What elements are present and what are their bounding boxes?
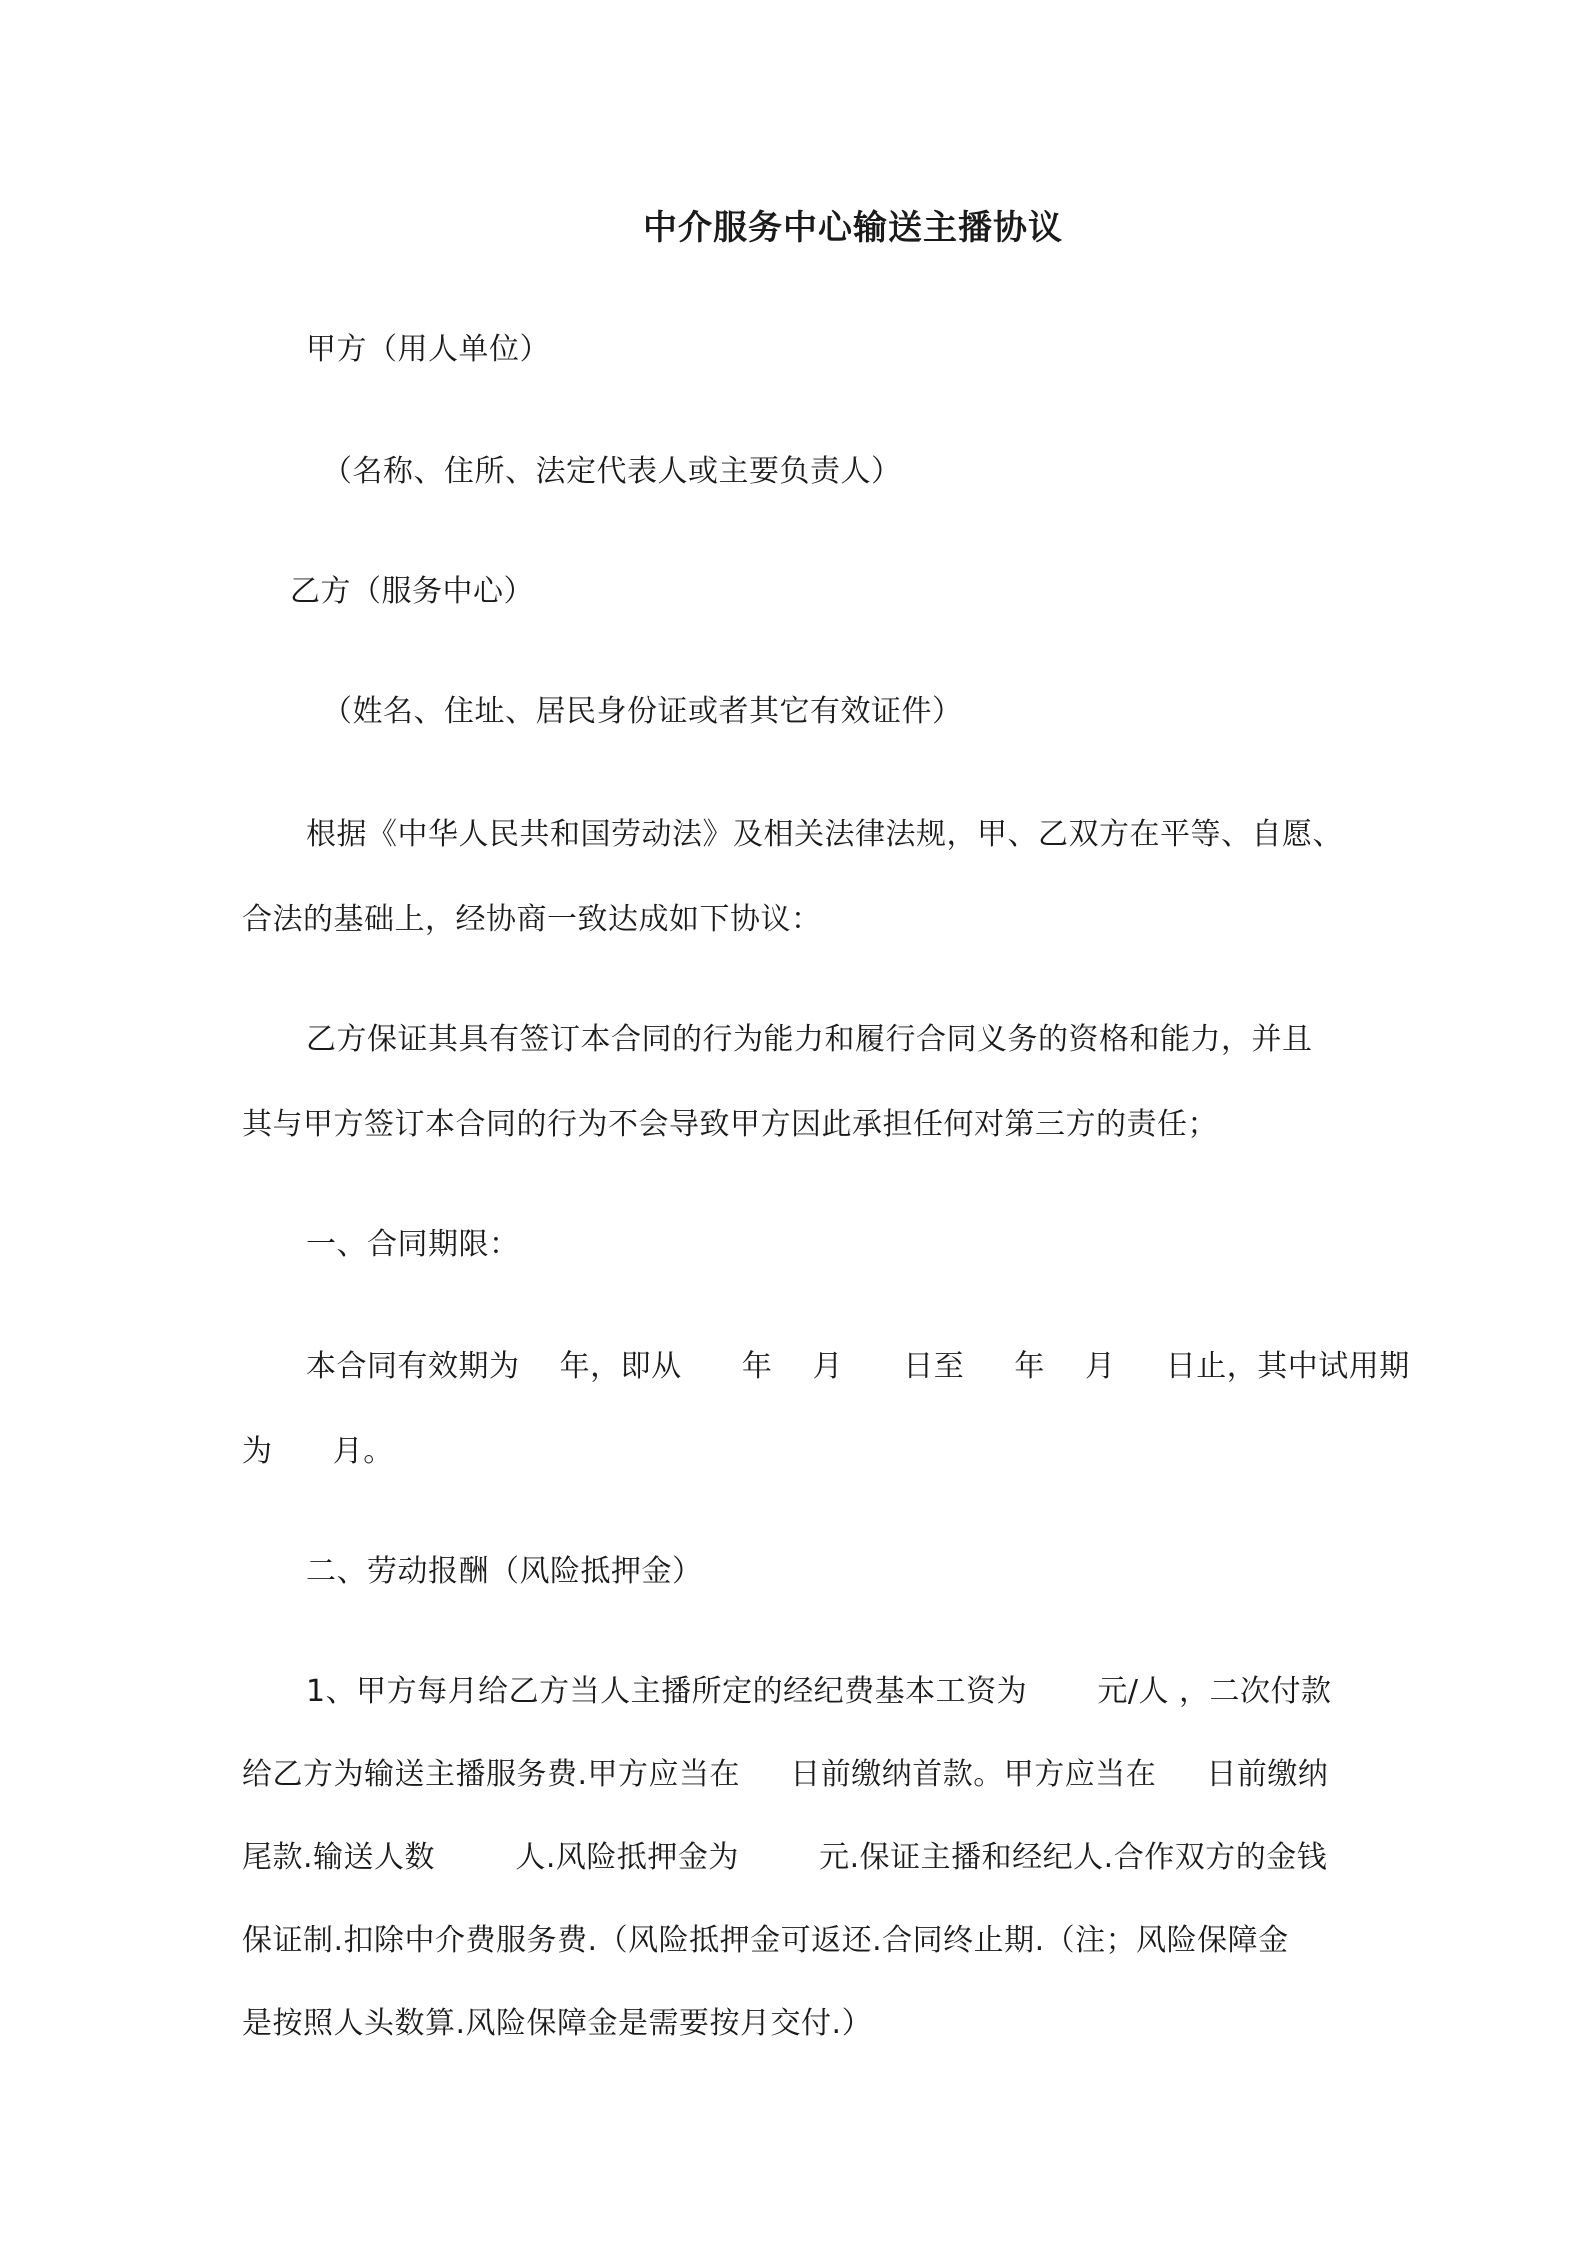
- party-a-note: （名称、住所、法定代表人或主要负责人）: [322, 454, 902, 489]
- section1-body-line: 本合同有效期为 年，即从 年 月 日至 年 月 日止，其中试用期: [306, 1349, 1410, 1384]
- section2-heading: 二、劳动报酬（风险抵押金）: [306, 1554, 703, 1589]
- section2-body-line: 给乙方为输送主播服务费.甲方应当在 日前缴纳首款。甲方应当在 日前缴纳: [242, 1757, 1329, 1792]
- section2-body-line: 保证制.扣除中介费服务费.（风险抵押金可返还.合同终止期.（注；风险保障金: [242, 1923, 1289, 1958]
- guarantee-line: 其与甲方签订本合同的行为不会导致甲方因此承担任何对第三方的责任；: [242, 1107, 1218, 1142]
- section2-body-line: 1、甲方每月给乙方当人主播所定的经纪费基本工资为 元/人 ，二次付款: [306, 1674, 1332, 1709]
- party-b-note: （姓名、住址、居民身份证或者其它有效证件）: [322, 694, 963, 729]
- guarantee-line: 乙方保证其具有签订本合同的行为能力和履行合同义务的资格和能力，并且: [306, 1022, 1313, 1057]
- section2-body-line: 是按照人头数算.风险保障金是需要按月交付.）: [242, 2006, 873, 2041]
- preamble-line: 合法的基础上，经协商一致达成如下协议：: [242, 902, 822, 937]
- section2-body-line: 尾款.输送人数 人.风险抵押金为 元.保证主播和经纪人.合作双方的金钱: [242, 1840, 1328, 1875]
- document-title: 中介服务中心输送主播协议: [643, 208, 1063, 248]
- party-b-label: 乙方（服务中心）: [290, 574, 534, 609]
- preamble-line: 根据《中华人民共和国劳动法》及相关法律法规，甲、乙双方在平等、自愿、: [306, 817, 1343, 852]
- section1-body-line: 为 月。: [242, 1434, 394, 1469]
- section1-heading: 一、合同期限：: [306, 1227, 520, 1262]
- party-a-label: 甲方（用人单位）: [306, 332, 550, 367]
